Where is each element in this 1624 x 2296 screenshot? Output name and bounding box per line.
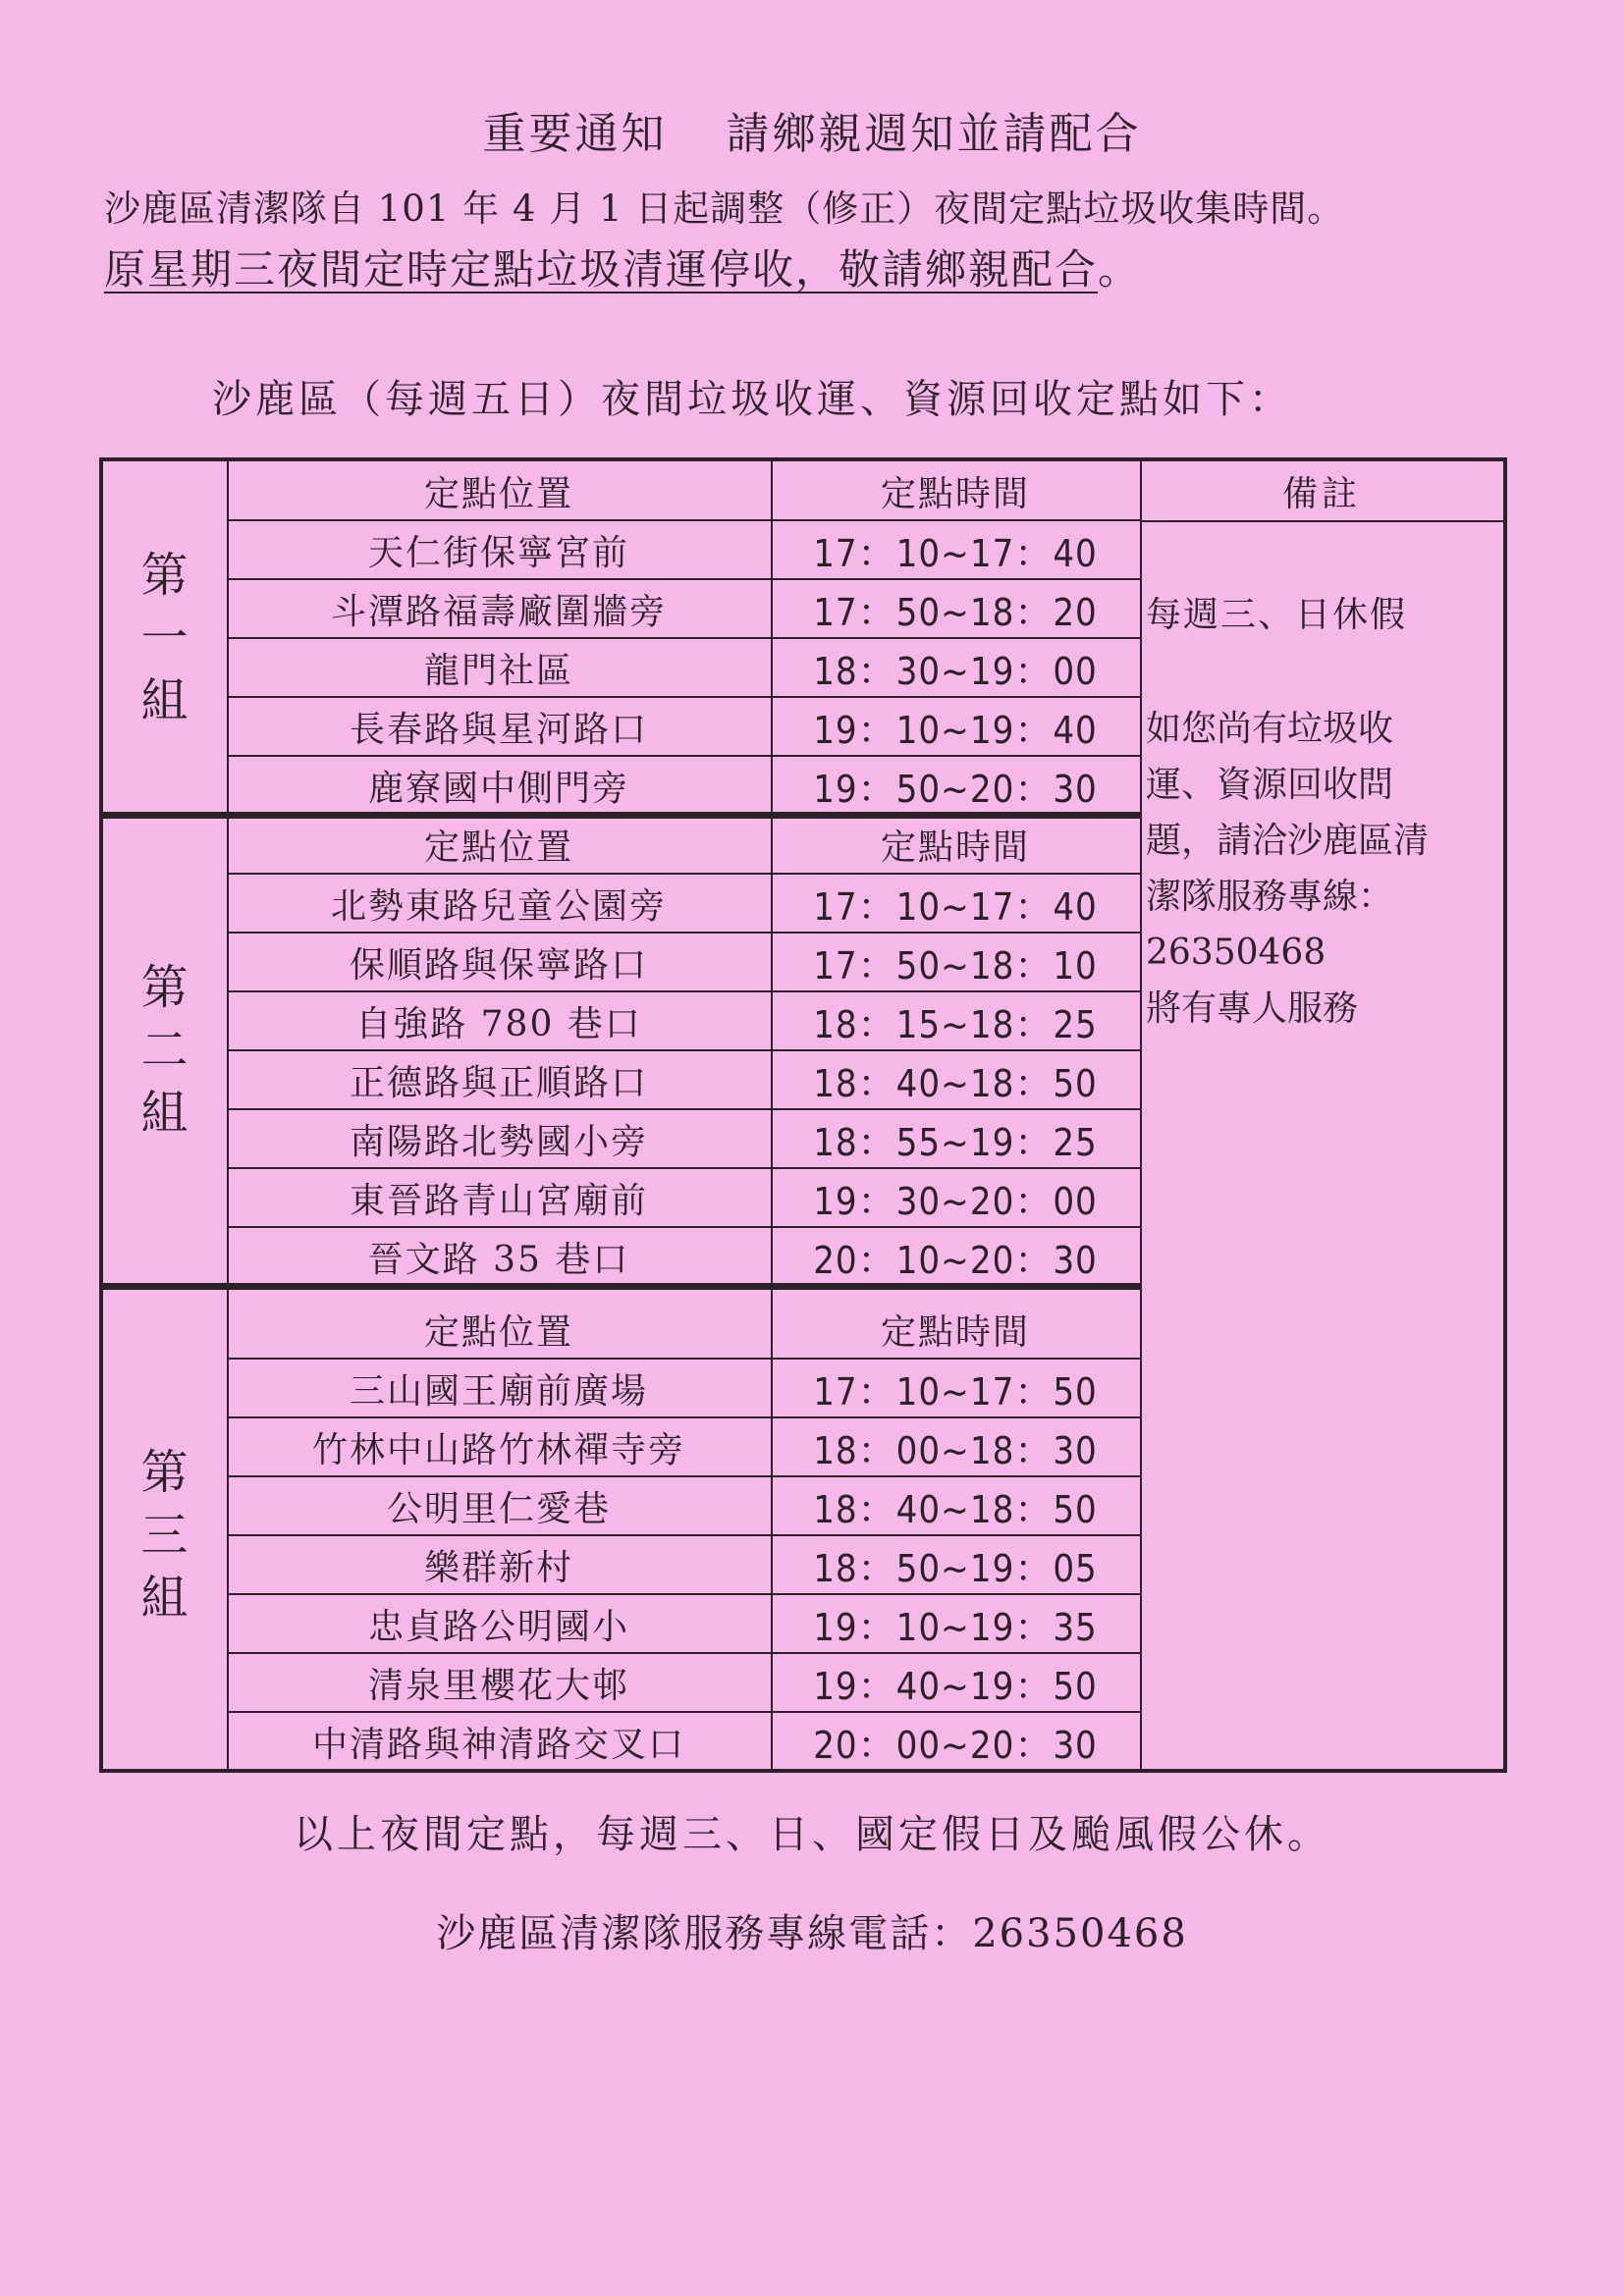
time-cell: 18：40~18：50 <box>813 1061 1098 1105</box>
time-cell: 19：40~19：50 <box>813 1664 1098 1708</box>
group-label <box>103 461 226 815</box>
remarks-contact <box>1146 701 1499 1037</box>
location-cell: 保順路與保寧路口 <box>349 944 648 986</box>
time-cell: 18：50~19：05 <box>813 1546 1098 1590</box>
title-request: 請鄉親週知並請配合 <box>726 109 1142 159</box>
remarks-contact-line: 26350468 <box>1146 933 1326 973</box>
group-label-char: 第 <box>140 548 189 603</box>
notice-line-adjustment: 沙鹿區清潔隊自 101 年 4 月 1 日起調整（修正）夜間定點垃圾收集時間。 <box>104 187 1345 230</box>
group-label-char: 三 <box>140 1508 189 1563</box>
time-cell: 17：50~18：10 <box>813 943 1098 988</box>
remarks-contact-line: 運、資源回收問 <box>1146 765 1394 805</box>
group-separator <box>103 1283 1140 1290</box>
group-label-char: 第 <box>140 960 189 1015</box>
suspension-underlined-text: 原星期三夜間定時定點垃圾清運停收，敬請鄉親配合 <box>104 245 1099 294</box>
location-cell: 清泉里櫻花大邨 <box>367 1665 629 1706</box>
location-cell: 忠貞路公明國小 <box>367 1606 629 1647</box>
location-cell: 中清路與神清路交叉口 <box>311 1724 685 1765</box>
time-header: 定點時間 <box>880 1311 1030 1353</box>
location-cell: 公明里仁愛巷 <box>386 1488 611 1529</box>
location-cell: 樂群新村 <box>423 1547 573 1588</box>
time-cell: 18：30~19：00 <box>813 649 1098 693</box>
time-cell: 19：30~20：00 <box>813 1179 1098 1223</box>
time-cell: 18：55~19：25 <box>813 1120 1098 1164</box>
group-label-char: 組 <box>140 673 189 728</box>
location-cell: 竹林中山路竹林禪寺旁 <box>311 1429 685 1470</box>
location-cell: 鹿寮國中側門旁 <box>367 768 629 809</box>
remarks-header: 備註 <box>1281 473 1361 514</box>
remarks-contact-line: 將有專人服務 <box>1146 988 1359 1029</box>
time-cell: 17：10~17：40 <box>813 531 1098 575</box>
remarks-header-line <box>1140 520 1503 522</box>
notice-line-suspension <box>104 238 1141 296</box>
location-cell: 天仁街保寧宮前 <box>367 532 629 573</box>
location-cell: 自強路 780 巷口 <box>355 1003 642 1044</box>
remarks-contact-line: 潔隊服務專線： <box>1146 877 1394 917</box>
group-label-char: 一 <box>140 611 189 666</box>
group-label-char: 二 <box>140 1023 189 1078</box>
location-cell: 東晉路青山宮廟前 <box>349 1180 648 1221</box>
col-divider-remarks <box>1140 461 1142 1769</box>
time-cell: 19：10~19：35 <box>813 1605 1098 1649</box>
notice-title <box>0 98 1624 161</box>
location-cell: 正德路與正順路口 <box>349 1062 648 1103</box>
location-cell: 三山國王廟前廣場 <box>349 1370 648 1412</box>
time-cell: 17：10~17：40 <box>813 884 1098 929</box>
suspension-end: 。 <box>1098 245 1142 294</box>
footer-holiday-note: 以上夜間定點，每週三、日、國定假日及颱風假公休。 <box>294 1812 1330 1857</box>
time-cell: 17：10~17：50 <box>813 1369 1098 1414</box>
time-cell: 19：50~20：30 <box>813 767 1098 811</box>
time-cell: 18：00~18：30 <box>813 1428 1098 1472</box>
location-header: 定點位置 <box>423 827 573 868</box>
group-label-char: 組 <box>140 1571 189 1626</box>
time-header: 定點時間 <box>880 827 1030 868</box>
group-label-char: 組 <box>140 1086 189 1141</box>
group-label-char: 第 <box>140 1445 189 1500</box>
group-label <box>103 815 226 1286</box>
location-cell: 南陽路北勢國小旁 <box>349 1121 648 1162</box>
location-header: 定點位置 <box>423 473 573 514</box>
remarks-contact-line: 如您尚有垃圾收 <box>1146 709 1394 749</box>
time-cell: 18：40~18：50 <box>813 1487 1098 1531</box>
time-cell: 18：15~18：25 <box>813 1002 1098 1046</box>
time-cell: 20：00~20：30 <box>813 1723 1098 1767</box>
remarks-holiday: 每週三、日休假 <box>1146 595 1408 635</box>
location-cell: 晉文路 35 巷口 <box>367 1239 630 1280</box>
location-cell: 北勢東路兒童公園旁 <box>330 885 667 927</box>
location-cell: 斗潭路福壽廠圍牆旁 <box>330 591 667 632</box>
time-cell: 17：50~18：20 <box>813 590 1098 634</box>
location-header: 定點位置 <box>423 1311 573 1353</box>
schedule-table <box>99 457 1507 1773</box>
remarks-contact-line: 題，請洽沙鹿區清 <box>1146 821 1430 861</box>
footer-hotline: 沙鹿區清潔隊服務專線電話：26350468 <box>436 1911 1188 1956</box>
time-cell: 20：10~20：30 <box>813 1238 1098 1282</box>
title-important-notice: 重要通知 <box>482 109 668 159</box>
time-cell: 19：10~19：40 <box>813 708 1098 752</box>
location-cell: 龍門社區 <box>423 650 573 691</box>
time-header: 定點時間 <box>880 473 1030 514</box>
location-cell: 長春路與星河路口 <box>349 709 648 750</box>
schedule-subheading: 沙鹿區（每週五日）夜間垃圾收運、資源回收定點如下： <box>212 377 1292 422</box>
group-label <box>103 1300 226 1771</box>
